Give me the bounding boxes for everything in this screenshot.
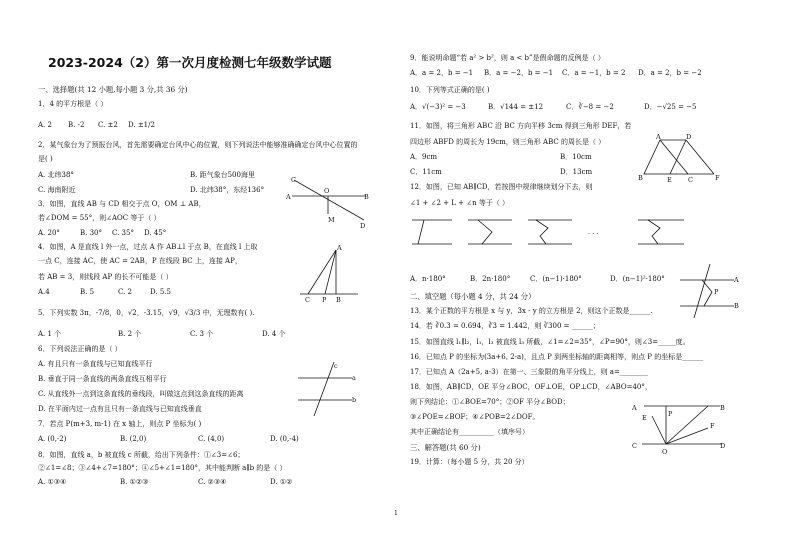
- figure-q15-parallel-lines: [678, 262, 738, 320]
- q10-option-c: C．∛−8 = −2: [566, 103, 614, 111]
- question-10: 10．下列等式正确的是( ): [410, 86, 490, 94]
- label-c: c: [334, 362, 338, 370]
- segment-ac: [308, 250, 336, 294]
- label-a: A: [632, 404, 637, 412]
- question-17: 17．已知点 A（2a+5, a-3）在第一、三象限的角平分线上，则 a=________: [410, 368, 648, 376]
- label-f: F: [715, 174, 720, 182]
- q2-option-c: C. 海南附近: [38, 186, 76, 194]
- question-11-line1: 11．如图，将三角形 ABC 沿 BC 方向平移 3cm 得到三角形 DEF，若: [410, 122, 632, 130]
- question-4-line2: 一点 C，连接 AC，使 AC = 2AB，P 在线段 BC 上，连接 AP，: [38, 257, 242, 265]
- q12-option-d: D．(n−1)²·180°: [610, 275, 665, 283]
- question-6: 6．下列说法正确的是（ ）: [38, 345, 122, 353]
- question-14: 14．若 ∛0.3 = 0.694，∛3 = 1.442，则 ∛300 = ______；: [410, 322, 600, 330]
- q4-option-a: A.4: [38, 288, 50, 296]
- q3-option-c: C. 35°: [112, 229, 134, 237]
- q10-option-d: D．−√25 = −5: [644, 103, 697, 111]
- q7-option-d: D. (0,-4): [270, 435, 299, 443]
- q12-option-a: A．n·180°: [410, 275, 446, 283]
- q12-option-b: B．2n·180°: [470, 275, 511, 283]
- figure-q8-parallel-lines: [296, 360, 356, 418]
- section-2-heading: 二、填空题（每小题 4 分，共 24 分）: [410, 292, 536, 301]
- q1-option-b: B. -2: [68, 121, 85, 129]
- section-3-heading: 三、解答题(共 60 分): [410, 443, 481, 452]
- q11-option-d: D．13cm: [560, 168, 593, 176]
- q4-option-c: C. 2: [118, 288, 133, 296]
- q10-option-b: B．√144 = ±12: [488, 103, 544, 111]
- question-18-line1: 18．如图，AB∥CD，OE 平分∠BOC，OF⊥OE，OP⊥CD，∠ABO=40°，: [410, 383, 652, 391]
- figure-q18-parallel-lines: [632, 398, 728, 456]
- question-13: 13．某个正数的平方根是 x 与 y，3x - y 的立方根是 2，则这个正数是______.: [410, 307, 653, 315]
- q9-option-a: A．a = 2，b = −1: [410, 69, 474, 77]
- label-b: B: [364, 193, 369, 201]
- question-18-line2: 则下列结论：①∠BOE=70°；②OF 平分∠BOD；: [410, 398, 570, 406]
- q8-option-c: C. ②③④: [198, 478, 227, 486]
- label-p: P: [322, 296, 327, 304]
- question-12-line2: ∠1 + ∠2 + L + ∠n 等于（ ）: [410, 199, 510, 207]
- question-5: 5．下列实数 3π，-7/8，0，√2，-3.15，√9，√3/3 中，无理数有( ).: [38, 309, 255, 317]
- triangle-abc-sides: [644, 140, 688, 174]
- label-b: B: [734, 302, 739, 310]
- label-d: D: [720, 442, 726, 450]
- q5-option-a: A. 1 个: [38, 330, 62, 338]
- q8-option-d: D. ①②: [270, 478, 293, 486]
- q8-option-a: A. ①③④: [38, 478, 67, 486]
- label-b: B: [336, 296, 341, 304]
- question-9: 9．能说明命题“若 a² > b²，则 a < b”是假命题的反例是（ ）: [410, 54, 605, 62]
- section-1-heading: 一、选择题(共 12 小题,每小题 3 分,共 36 分): [38, 85, 188, 94]
- question-4-line1: 4．如图，A 是直线 l 外一点，过点 A 作 AB⊥l 于点 B，在直线 l 上取: [38, 243, 258, 251]
- label-c: C: [688, 176, 693, 184]
- question-3-line1: 3．如图，直线 AB 与 CD 相交于点 O，OM ⊥ AB，: [38, 200, 206, 208]
- label-a: A: [286, 193, 291, 201]
- question-7: 7．若点 P(m+3, m-1) 在 x 轴上，则点 P 坐标为( ): [38, 420, 202, 428]
- q9-option-d: D．a = 2，b = −2: [638, 69, 702, 77]
- label-c: C: [305, 296, 310, 304]
- question-16: 16．已知点 P 的坐标为(3a+6, 2-a)，且点 P 到两坐标轴的距离相等，则点 P 的坐标是______: [410, 353, 704, 361]
- q6-option-d: D. 在平面内过一点有且只有一条直线与已知直线垂直: [38, 405, 202, 413]
- q3-option-d: D. 45°: [144, 229, 167, 237]
- label-p: P: [668, 410, 673, 418]
- q4-option-d: D. 5.5: [150, 288, 171, 296]
- label-b: B: [720, 404, 725, 412]
- question-1: 1．4 的平方根是（ ）: [38, 100, 108, 108]
- question-18-line4: 其中正确结论有__________（填序号）: [410, 428, 529, 436]
- label-a: a: [352, 374, 356, 382]
- figure-q4-triangle: [300, 246, 360, 304]
- q6-option-b: B. 垂直于同一条直线的两条直线互相平行: [38, 375, 167, 383]
- question-19: 19．计算：（每小题 5 分，共 20 分）: [410, 458, 529, 466]
- q1-option-d: D. ±1/2: [128, 121, 155, 129]
- question-15: 15．如图直线 l₁∥l₂，l₁，l₂ 被直线 l₃ 所截，∠1=∠2=35°，∠P=90°，则∠3=_____度。: [410, 338, 690, 346]
- label-d: D: [360, 222, 366, 230]
- q7-option-b: B. (2,0): [120, 435, 147, 443]
- q2-option-a: A. 北纬38°: [38, 171, 74, 179]
- q6-option-c: C. 从直线外一点到这条直线的垂线段，叫做这点到这条直线的距离: [38, 390, 244, 398]
- label-c: C: [632, 442, 637, 450]
- label-f: F: [710, 422, 715, 430]
- q5-option-c: C. 3 个: [190, 330, 214, 338]
- q10-option-a: A．√(−3)² = −3: [410, 103, 466, 111]
- q3-option-a: A. 20°: [38, 229, 60, 237]
- ellipsis: · · ·: [588, 230, 599, 238]
- q7-option-a: A. (0,-2): [38, 435, 67, 443]
- question-11-line2: 四边形 ABFD 的周长为 19cm，则三角形 ABC 的周长是（ ）: [410, 138, 606, 146]
- q11-option-a: A．9cm: [410, 153, 438, 161]
- question-3-line2: 若∠DOM = 55°，则∠AOC 等于（ ）: [38, 214, 161, 222]
- q2-option-b: B. 距气象台500海里: [190, 171, 255, 179]
- exam-title: 2023-2024（2）第一次月度检测七年级数学试题: [48, 55, 332, 70]
- label-o: O: [324, 187, 330, 195]
- q9-option-b: B．a = −2，b = −1: [484, 69, 554, 77]
- question-8-line2: ②∠1=∠8；③∠4+∠7=180°；④∠5+∠1=180°，其中能判断 a∥b 的是（ ）: [38, 464, 287, 472]
- question-12-line1: 12．如图，已知 AB∥CD，若按图中规律继续划分下去，则: [410, 183, 593, 191]
- q5-option-d: D. 4 个: [262, 330, 286, 338]
- question-18-line3: ③∠POE=∠BOF；④∠POB=2∠DOF。: [410, 413, 540, 421]
- label-p: P: [714, 288, 719, 296]
- q9-option-c: C．a = −1，b = 2: [562, 69, 626, 77]
- q1-option-a: A. 2: [38, 121, 52, 129]
- q12-option-c: C．(n−1)·180°: [530, 275, 582, 283]
- figure-q12-parallel-zigzags: [408, 214, 728, 254]
- q11-option-c: C．11cm: [410, 168, 442, 176]
- q4-option-b: B. 5: [80, 288, 95, 296]
- page-number: 1: [394, 510, 398, 517]
- q7-option-c: C. (4,0): [198, 435, 225, 443]
- label-d: D: [686, 133, 692, 141]
- q1-option-c: C. ±2: [98, 121, 118, 129]
- label-e: E: [667, 176, 672, 184]
- q3-option-b: B. 30°: [80, 229, 103, 237]
- q2-option-d: D. 北纬38°，东经136°: [190, 186, 265, 194]
- label-e: E: [642, 414, 647, 422]
- question-4-line3: 若 AB = 3，则线段 AP 的长不可能是（ ）: [38, 273, 173, 281]
- label-a: A: [734, 276, 739, 284]
- question-8-line1: 8．如图，直线 a，b 被直线 c 所截，给出下列条件：①∠3=∠6；: [38, 451, 245, 459]
- q11-option-b: B．10cm: [560, 153, 592, 161]
- figure-q11-translated-triangles: [638, 134, 724, 182]
- segment-ap: [325, 250, 336, 294]
- question-2-line1: 2．某气象台为了预报台风，首先需要确定台风中心的位置，则下列说法中能够准确确定台风中心位置的: [38, 141, 358, 149]
- label-a: A: [337, 244, 342, 252]
- q8-option-b: B. ①②③: [120, 478, 149, 486]
- label-o: O: [662, 448, 668, 456]
- q5-option-b: B. 2 个: [118, 330, 142, 338]
- label-a: A: [656, 133, 661, 141]
- label-m: M: [328, 216, 335, 224]
- line-cd: [294, 180, 364, 220]
- line-c: [314, 362, 334, 416]
- segment-df: [686, 140, 714, 174]
- label-b: B: [638, 174, 643, 182]
- label-b: b: [352, 396, 357, 404]
- q6-option-a: A. 有且只有一条直线与已知直线平行: [38, 360, 153, 368]
- label-c: C: [291, 176, 296, 184]
- figure-q3-intersecting-lines: [286, 176, 370, 228]
- question-2-line2: 是( ): [38, 155, 53, 163]
